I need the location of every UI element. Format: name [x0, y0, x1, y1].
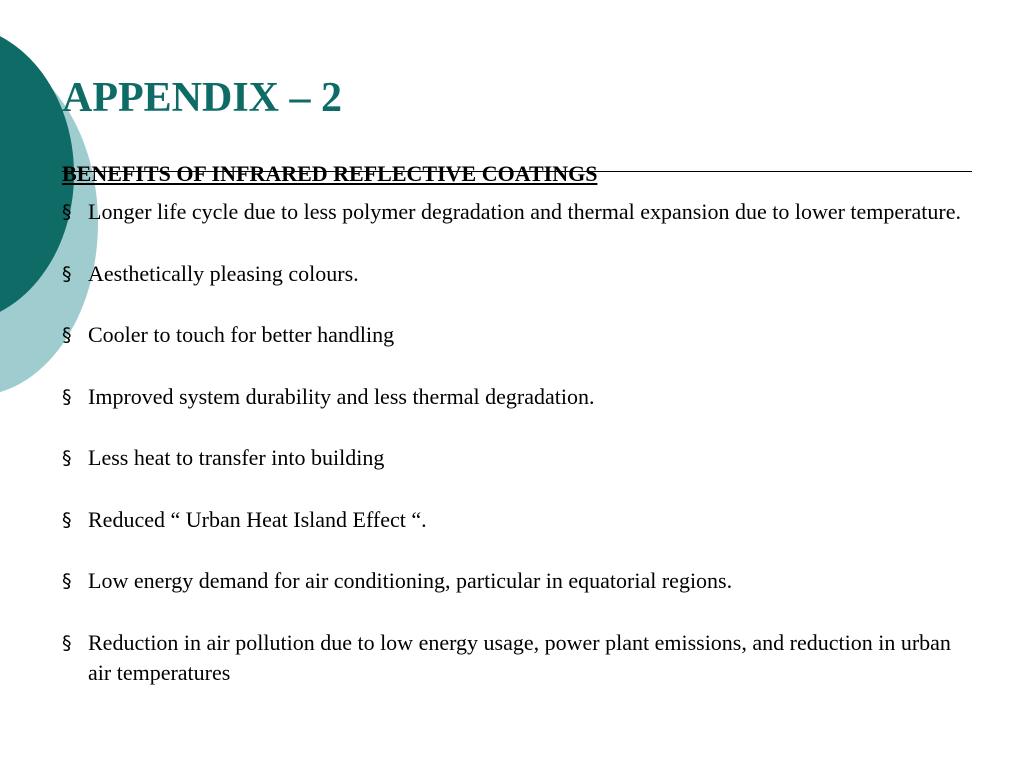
- section-heading: BENEFITS OF INFRARED REFLECTIVE COATINGS: [62, 161, 598, 186]
- bullet-text: Improved system durability and less thermal degradation.: [88, 383, 595, 409]
- section-sign-icon: §: [62, 385, 72, 408]
- bullet-item: [62, 259, 962, 290]
- bullet-text: Low energy demand for air conditioning, particular in equatorial regions.: [88, 568, 733, 593]
- bullet-item: [62, 382, 962, 413]
- section-sign-icon: §: [62, 570, 72, 592]
- bullet-list: [62, 197, 962, 720]
- bullet-text: Aesthetically pleasing colours.: [88, 260, 359, 286]
- bullet-item: [62, 443, 962, 474]
- section-sign-icon: §: [62, 262, 72, 285]
- section-sign-icon: §: [62, 201, 72, 223]
- bullet-item: [62, 320, 962, 351]
- section-sign-icon: §: [62, 324, 72, 346]
- bullet-text: Cooler to touch for better handling: [88, 322, 395, 347]
- page-title: APPENDIX – 2: [62, 75, 342, 121]
- bullet-text: Reduction in air pollution due to low energy usage, power plant emissions, and reduction in urban air temperatures: [88, 629, 951, 685]
- bullet-text: Reduced “ Urban Heat Island Effect “.: [88, 506, 427, 532]
- bullet-text: Longer life cycle due to less polymer degradation and thermal expansion due to lower temperature.: [88, 199, 961, 224]
- bullet-text: Less heat to transfer into building: [88, 445, 385, 470]
- bullet-item: [62, 197, 962, 228]
- bullet-item: [62, 628, 962, 689]
- section-sign-icon: §: [62, 447, 72, 469]
- section-sign-icon: §: [62, 631, 72, 654]
- section-sign-icon: §: [62, 508, 72, 531]
- bullet-item: [62, 505, 962, 536]
- bullet-item: [62, 566, 962, 597]
